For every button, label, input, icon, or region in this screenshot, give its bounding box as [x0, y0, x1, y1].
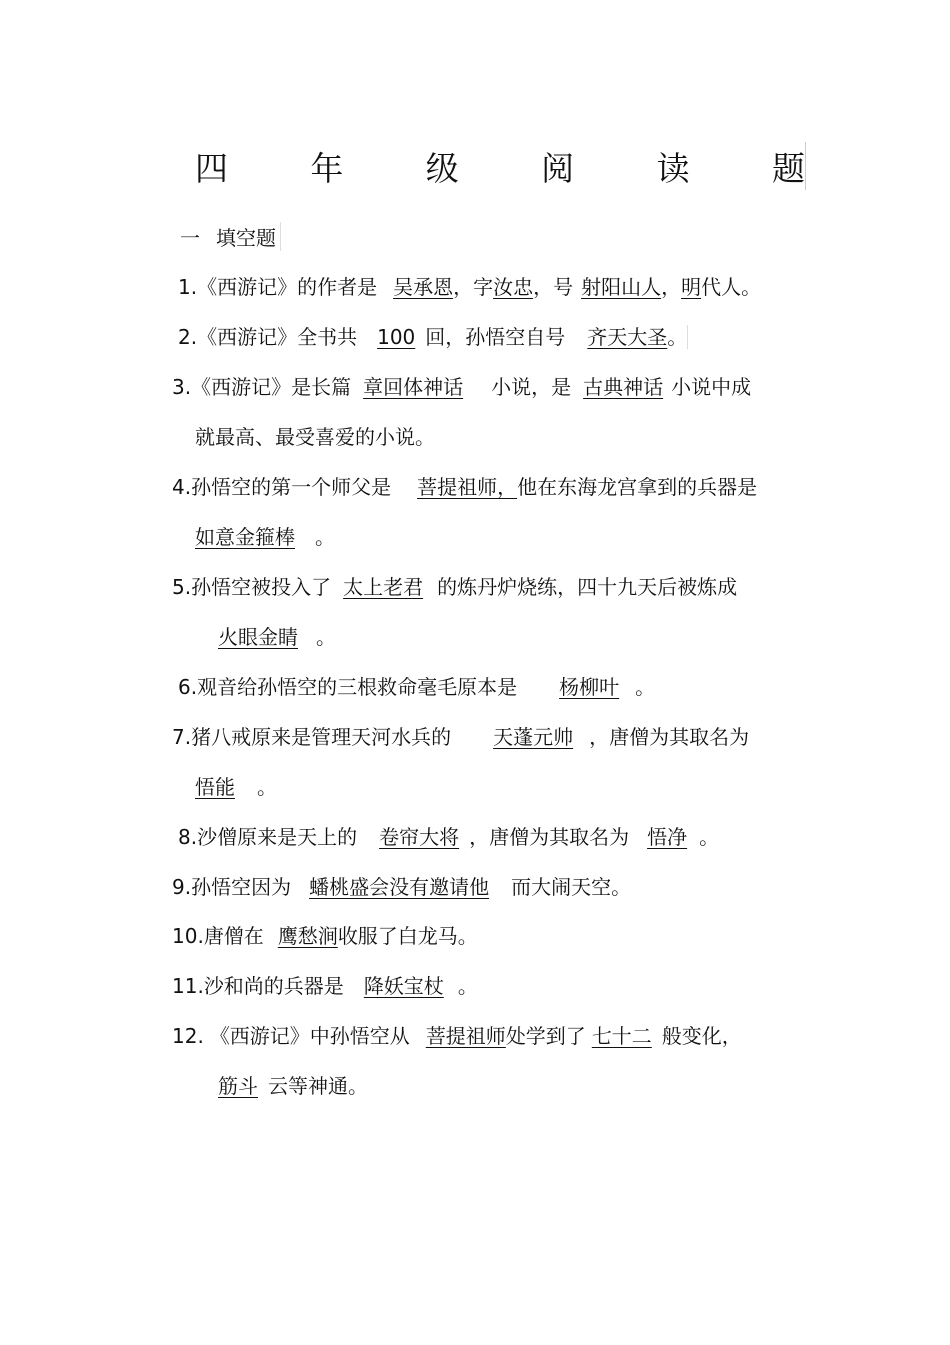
question-3-continued [195, 423, 435, 451]
title-char: 读 [656, 148, 690, 188]
question-text: 回，孙悟空自号 [425, 325, 566, 349]
question-text: 唐僧在 [203, 924, 264, 948]
question-text: 观音给孙悟空的三根救命毫毛原本是 [197, 675, 518, 699]
question-text: 就最高、最受喜爱的小说。 [195, 425, 435, 449]
question-number: 8. [178, 825, 198, 849]
question-text: 孙悟空的第一个师父是 [191, 475, 392, 499]
title-char: 题 [771, 148, 805, 188]
question-text: 。 [457, 974, 478, 998]
question-number: 11. [172, 974, 204, 998]
question-text: 小说中成 [671, 375, 752, 399]
question-7-continued [195, 773, 277, 801]
question-text: ，号 [533, 275, 574, 299]
question-number: 9. [172, 875, 192, 899]
title-char: 阅 [541, 148, 575, 188]
answer-blank: 蟠桃盛会没有邀请他 [309, 875, 490, 899]
answer-blank: 100 [377, 325, 416, 349]
question-number: 6. [178, 675, 198, 699]
question-12-continued [218, 1072, 368, 1100]
answer-blank: 明 [681, 275, 702, 299]
question-text: 孙悟空被投入了 [191, 575, 332, 599]
question-text: 。 [315, 525, 335, 549]
question-text: 《西游记》全书共 [197, 325, 358, 349]
question-text: ，唐僧为其取名为 [469, 825, 630, 849]
question-text: 。 [667, 325, 688, 349]
question-number: 2. [178, 325, 198, 349]
question-text: 的炼丹炉烧练，四十九天后被炼成 [437, 575, 738, 599]
question-text: 代人。 [701, 275, 762, 299]
question-number: 12. [172, 1024, 204, 1048]
question-2 [178, 323, 688, 351]
question-text: ，唐僧为其取名为 [589, 725, 750, 749]
question-text: 猪八戒原来是管理天河水兵的 [191, 725, 452, 749]
question-text: ，字 [453, 275, 494, 299]
question-number: 3. [172, 375, 192, 399]
question-text: 而大闹天空。 [511, 875, 632, 899]
question-text: 《西游记》的作者是 [197, 275, 378, 299]
question-text: 他在东海龙宫拿到的兵器是 [517, 475, 758, 499]
answer-blank: 汝忠 [493, 275, 534, 299]
question-4-continued [195, 523, 335, 551]
answer-blank: 降妖宝杖 [363, 974, 444, 998]
question-number: 5. [172, 575, 192, 599]
answer-blank: 杨柳叶 [559, 675, 620, 699]
section-heading [180, 222, 281, 251]
answer-blank: 射阳山人 [581, 275, 662, 299]
answer-blank: 天蓬元帅 [493, 725, 574, 749]
question-text: 孙悟空因为 [191, 875, 292, 899]
question-text: ， [661, 275, 682, 299]
question-text: 《西游记》是长篇 [191, 375, 352, 399]
question-text: 沙和尚的兵器是 [203, 974, 344, 998]
answer-blank: 古典神话 [583, 375, 664, 399]
section-index: 一 [180, 226, 200, 250]
question-9 [172, 873, 631, 901]
answer-blank: 章回体神话 [363, 375, 464, 399]
question-number: 1. [178, 275, 198, 299]
question-6 [178, 673, 655, 701]
question-10 [172, 922, 478, 950]
title-char: 年 [310, 148, 344, 188]
question-text: 处学到了 [505, 1024, 586, 1048]
question-8 [178, 823, 719, 851]
question-text: 云等神通。 [268, 1074, 368, 1098]
question-text: 《西游记》中孙悟空从 [209, 1024, 410, 1048]
answer-blank: 悟净 [647, 825, 688, 849]
question-text: 沙僧原来是天上的 [197, 825, 358, 849]
section-label: 填空题 [216, 226, 276, 250]
title-char: 级 [425, 148, 459, 188]
question-text: 。 [257, 775, 277, 799]
answer-blank: 悟能 [195, 775, 235, 799]
answer-blank: 筋斗 [218, 1074, 258, 1098]
question-4 [172, 473, 757, 501]
page-title [195, 142, 806, 190]
question-number: 10. [172, 924, 204, 948]
question-1 [178, 273, 761, 301]
question-number: 7. [172, 725, 192, 749]
title-char: 四 [195, 148, 228, 188]
question-text: 。 [316, 625, 336, 649]
question-3 [172, 373, 751, 401]
answer-blank: 卷帘大将 [379, 825, 460, 849]
question-number: 4. [172, 475, 192, 499]
answer-blank: 如意金箍棒 [195, 525, 295, 549]
question-text: 般变化， [661, 1024, 742, 1048]
answer-blank: 齐天大圣 [587, 325, 668, 349]
question-5-continued [218, 623, 336, 651]
answer-blank: 鹰愁涧 [277, 924, 338, 948]
question-text: 。 [635, 675, 656, 699]
question-11 [172, 972, 478, 1000]
question-12 [172, 1022, 742, 1050]
answer-blank: 菩提祖师 [425, 1024, 506, 1048]
answer-blank: 太上老君 [343, 575, 424, 599]
answer-blank: 菩提祖师， [417, 475, 518, 499]
question-text: 收服了白龙马。 [337, 924, 478, 948]
answer-blank: 七十二 [591, 1024, 652, 1048]
answer-blank: 火眼金睛 [218, 625, 298, 649]
question-text: 小说，是 [491, 375, 572, 399]
question-text: 。 [699, 825, 720, 849]
question-5 [172, 573, 737, 601]
answer-blank: 吴承恩 [393, 275, 454, 299]
question-7 [172, 723, 749, 751]
